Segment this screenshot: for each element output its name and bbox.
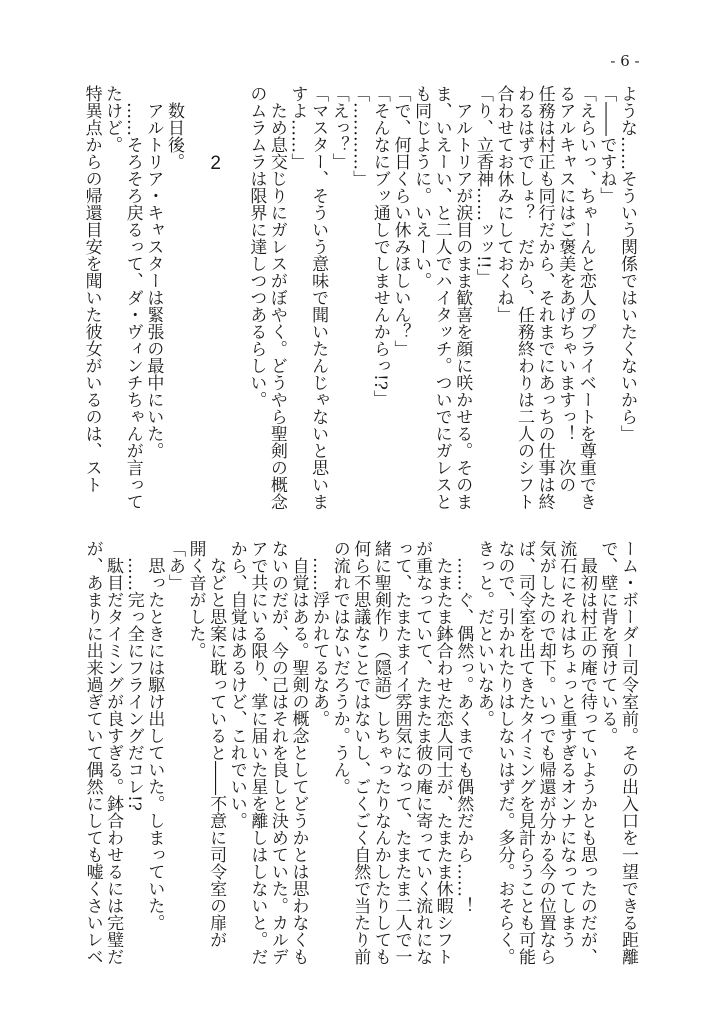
text-line: ……完っ全にフライングだコレ!? <box>123 540 144 811</box>
text-line: 何ら不思議なことではないし、ごくごく自然で当たり前 <box>350 540 371 965</box>
text-line: 緒に聖剣作り（隠語）しちゃったりなんかしたりしても <box>370 540 391 965</box>
text-line: 「で、何日くらい休みほしいん？」 <box>390 85 411 357</box>
text-line: から、自覚はあるけど、これでいい。 <box>226 540 247 829</box>
text-line: わるはずでしょ？ だから、任務終わりは二人のシフト <box>514 85 535 510</box>
text-line: 「そんなにブッ通しでしませんからっ!?」 <box>369 85 390 407</box>
text-line: 「えっ？」 <box>328 85 349 170</box>
text-line: 最初は村正の庵で待っていようかとも思ったのだが、 <box>576 540 597 965</box>
text-line: などと思案に耽っていると――不意に司令室の扉が <box>206 540 227 948</box>
text-line: ……浮かれてるなあ。 <box>309 540 330 727</box>
text-line: 「…………」 <box>349 85 370 187</box>
text-line: すよ……」 <box>287 85 308 170</box>
text-line: 「――ですね」 <box>596 85 617 204</box>
text-line: が重なっていて、たまたま彼の庵に寄っていく流れにな <box>412 540 433 965</box>
text-line: 流石にそれはちょっと重すぎるオンナになってしまう <box>556 540 577 948</box>
text-line: ような……そういう関係ではいたくないから」 <box>617 85 637 442</box>
text-line: ないのだが、今の己はそれを良しと決めていた。カルデ <box>267 540 288 965</box>
page-number: - 6 - <box>610 52 640 70</box>
text-block-top <box>81 85 637 510</box>
text-line: ば、司令室を出てきたタイミングを見計らうことも可能 <box>515 540 536 965</box>
text-line: なので、引かれたりはしないはずだ。多分。おそらく。 <box>494 540 515 965</box>
text-line: ま、いえーい、と二人でハイタッチ。ついでにガレスと <box>431 85 452 510</box>
text-line: ……そろそろ戻るって、ダ・ヴィンチちゃんが言って <box>122 85 143 510</box>
text-line: 「えらいっ、ちゃーんと恋人のプライベートを尊重でき <box>575 85 596 510</box>
text-line: ため息交じりにガレスがぼやく。どうやら聖剣の概念 <box>266 85 287 510</box>
blank-line <box>225 85 246 505</box>
text-line: ーム・ボーダー司令室前。その出入口を一望できる距離 <box>618 540 638 965</box>
text-line: 「り、立香神……ッッ!!」 <box>472 85 493 286</box>
text-line: 任務は村正も同行だから、それまでにあっちの仕事は終 <box>534 85 555 510</box>
text-line: たけど。 <box>102 85 123 153</box>
text-line: が、あまりに出来過ぎていて偶然にしても嘘くさいレベ <box>82 540 103 965</box>
text-line: 合わせてお休みにしておくね」 <box>493 85 514 323</box>
text-line: たまたま鉢合わせた恋人同士が、たまたま休暇シフト <box>432 540 453 965</box>
text-line: で、壁に背を預けている。 <box>597 540 618 744</box>
text-line: アルトリアが涙目のまま歓喜を顔に咲かせる。そのま <box>452 85 473 510</box>
text-line: のムラムラは限界に達しつつあるらしい。 <box>246 85 267 408</box>
text-line: アで共にいる限り、掌に届いた星を離しはしないと。だ <box>247 540 268 965</box>
text-block-bottom <box>82 540 638 965</box>
text-line: の流れではないだろうか。うん。 <box>329 540 350 795</box>
section-heading: 2 <box>205 153 227 174</box>
text-line: って、たまたまイイ雰囲気になって、たまたま二人で一 <box>391 540 412 965</box>
text-line: 自覚はある。聖剣の概念としてどうかとは思わなくも <box>288 540 309 965</box>
text-line: も同じように。いえーい。 <box>411 85 432 289</box>
text-line: 「マスター、そういう意味で聞いたんじゃないと思いま <box>308 85 329 510</box>
text-line: ……ぐ、偶然っ。あくまでも偶然だから……！ <box>453 540 474 914</box>
text-line: るアルキャスにはご褒美をあげちゃいますっ！ 次の <box>555 85 576 493</box>
blank-line <box>184 85 205 505</box>
text-line: アルトリア・キャスターは緊張の最中にいた。 <box>143 85 164 459</box>
text-line: きっと。だといいなあ。 <box>473 540 494 727</box>
text-line: 特異点からの帰還目安を聞いた彼女がいるのは、スト <box>81 85 102 493</box>
text-line: 気がしたので却下。いつでも帰還が分かる今の位置なら <box>535 540 556 965</box>
text-line: 開く音がした。 <box>185 540 206 659</box>
text-line: 駄目だタイミングが良すぎる。鉢合わせるには完璧だ <box>103 540 124 965</box>
text-line: 数日後。 <box>163 85 184 170</box>
text-line: 思ったときには駆け出していた。しまっていた。 <box>144 540 165 931</box>
text-line: 「あ」 <box>164 540 185 591</box>
